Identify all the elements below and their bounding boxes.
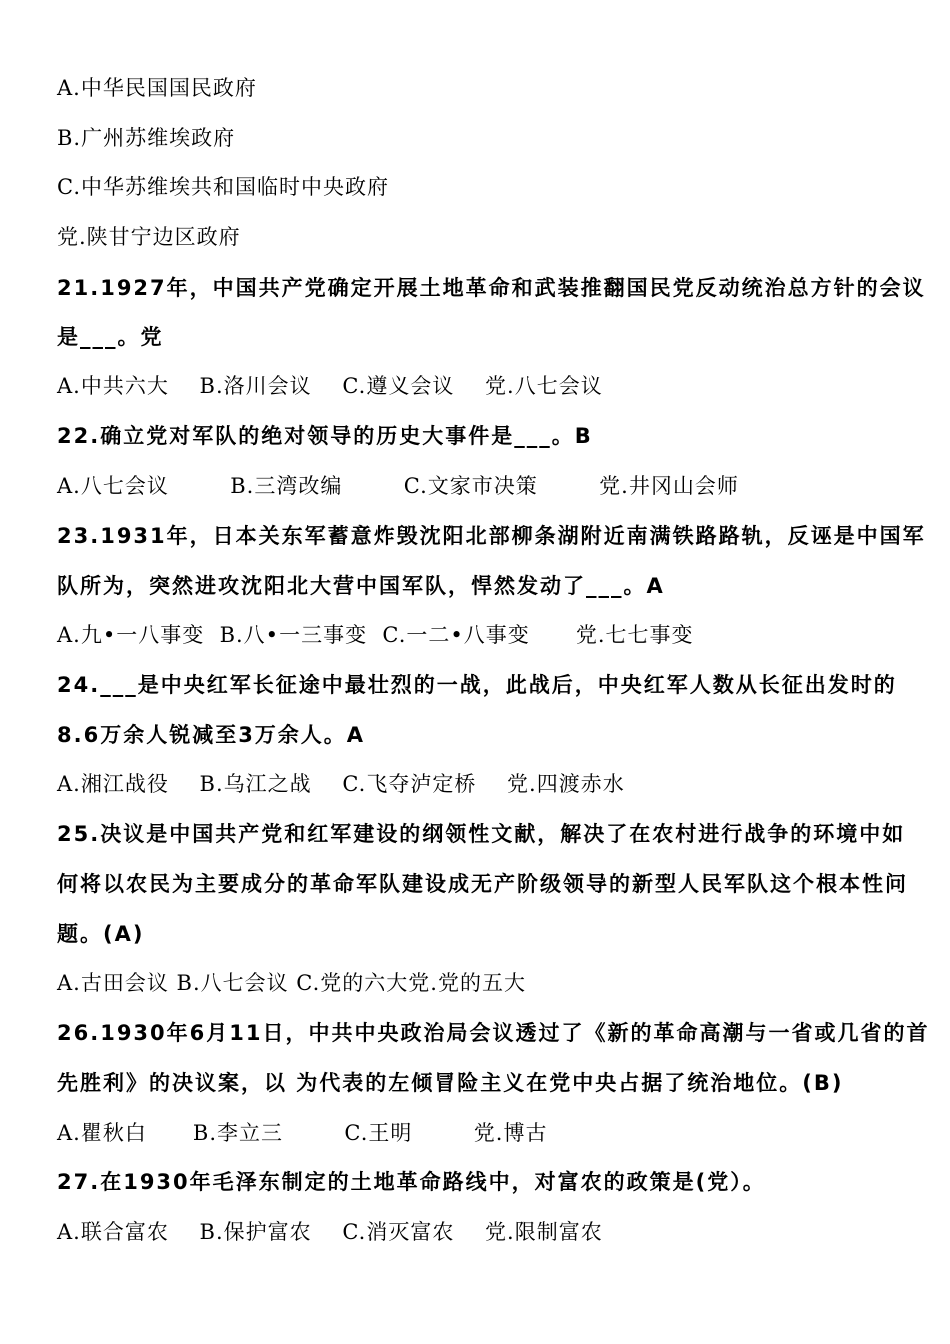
option-line-20b: B.广州苏维埃政府: [57, 126, 236, 150]
option-line-20a: A.中华民国国民政府: [57, 76, 257, 100]
question-22-options: A.八七会议 B.三湾改编 C.文家市决策 党.井冈山会师: [57, 474, 739, 498]
question-26-line-1: 26.1930年6月11日，中共中央政治局会议透过了《新的革命高潮与一省或几省的首: [57, 1021, 930, 1045]
question-23-line-2: 队所为，突然进攻沈阳北大营中国军队，悍然发动了___。A: [57, 574, 665, 598]
option-line-20d: 党.陕甘宁边区政府: [57, 225, 241, 249]
question-26-options: A.瞿秋白 B.李立三 C.王明 党.博古: [57, 1121, 548, 1145]
question-25-options: A.古田会议 B.八七会议 C.党的六大党.党的五大: [57, 971, 526, 995]
question-21-line-1: 21.1927年，中国共产党确定开展土地革命和武装推翻国民党反动统治总方针的会议: [57, 276, 926, 300]
question-24-line-1: 24.___是中央红军长征途中最壮烈的一战，此战后，中央红军人数从长征出发时的: [57, 673, 897, 697]
question-26-line-2: 先胜利》的决议案，以 为代表的左倾冒险主义在党中央占据了统治地位。(B): [57, 1071, 844, 1095]
question-24-line-2: 8.6万余人锐减至3万余人。A: [57, 723, 366, 747]
question-21-line-2: 是___。党: [57, 325, 164, 349]
question-27: 27.在1930年毛泽东制定的土地革命路线中，对富农的政策是(党）。: [57, 1170, 766, 1194]
question-23-options: A.九•一八事变 B.八•一三事变 C.一二•八事变 党.七七事变: [57, 623, 694, 647]
question-21-options: A.中共六大 B.洛川会议 C.遵义会议 党.八七会议: [57, 374, 603, 398]
question-25-line-1: 25.决议是中国共产党和红军建设的纲领性文献，解决了在农村进行战争的环境中如: [57, 822, 906, 846]
question-27-options: A.联合富农 B.保护富农 C.消灭富农 党.限制富农: [57, 1220, 603, 1244]
question-24-options: A.湘江战役 B.乌江之战 C.飞夺泸定桥 党.四渡赤水: [57, 772, 625, 796]
question-23-line-1: 23.1931年，日本关东军蓄意炸毁沈阳北部柳条湖附近南满铁路路轨，反诬是中国军: [57, 524, 926, 548]
question-25-line-2: 何将以农民为主要成分的革命军队建设成无产阶级领导的新型人民军队这个根本性问: [57, 872, 908, 896]
question-25-line-3: 题。(A): [57, 922, 145, 946]
question-22: 22.确立党对军队的绝对领导的历史大事件是___。B: [57, 424, 593, 448]
option-line-20c: C.中华苏维埃共和国临时中央政府: [57, 175, 389, 199]
